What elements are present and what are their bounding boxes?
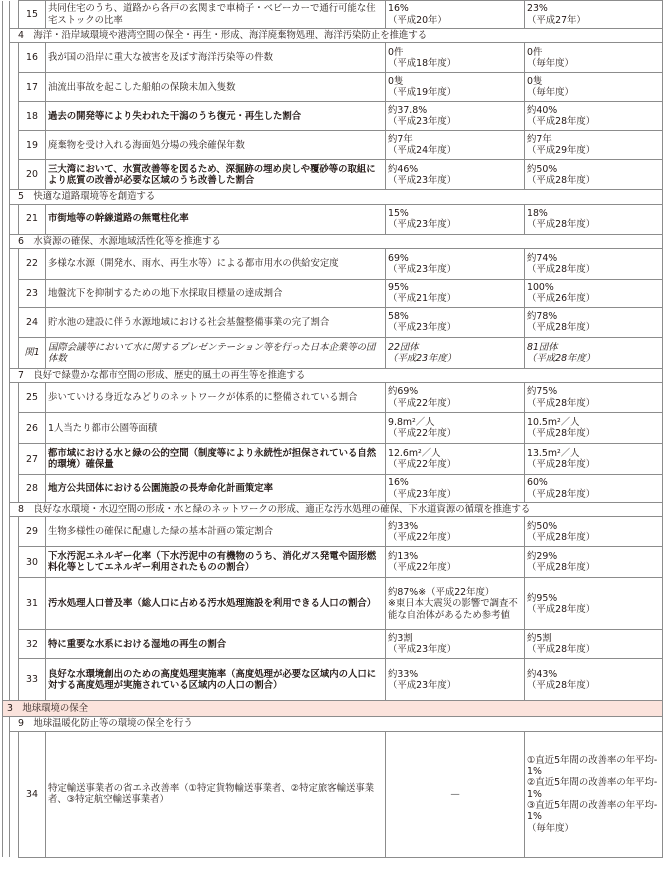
target-line: ③直近5年間の改善率の年平均-1% [527,799,658,823]
baseline-value [386,517,525,547]
category-cell: 9 地球温暖化防止等の環境の保全を行う [10,717,663,731]
target-line: ②直近5年間の改善率の年平均-1% [527,777,658,800]
indicator-text: 特定輸送事業者の省エネ改善率（①特定貨物輸送事業者、②特定旅客輸送事業者、③特定航空輸送事業者） [46,731,386,857]
target-line: （平成28年度） [527,219,596,231]
indicator-number: 28 [19,475,46,503]
table-row [3,73,663,102]
target-line: （平成28年度） [527,428,596,440]
indent-cell [3,29,10,43]
baseline-line: （平成23年度） [388,322,457,334]
baseline-line: 約33% [388,520,419,532]
target-value [525,578,663,630]
indicator-text: 我が国の沿岸に重大な被害を及ぼす海洋汚染等の件数 [46,43,386,73]
indent-cell [3,517,10,547]
target-value [525,204,663,234]
indent-cell [3,131,10,160]
target-value [525,102,663,131]
baseline-line: （平成23年度） [388,174,457,186]
target-value [525,131,663,160]
table-row [3,659,663,701]
baseline-value [386,444,525,475]
indicator-number: 17 [19,73,46,102]
target-value [525,659,663,701]
baseline-value [386,43,525,73]
target-line: 60% [527,477,548,489]
table-row [3,43,663,73]
table-row [3,383,663,413]
baseline-line: （平成22年度） [388,531,457,543]
baseline-line: （平成24年度） [388,145,457,157]
indicator-text: 下水汚泥エネルギー化率（下水汚泥中の有機物のうち、消化ガス発電や固形燃料化等としてエネルギー利用されたものの割合） [46,547,386,578]
category-cell: 5 快適な道路環境等を創造する [10,190,663,204]
baseline-value [386,475,525,503]
indicator-text: 地方公共団体における公園施設の長寿命化計画策定率 [46,475,386,503]
table-row [3,102,663,131]
table-row [3,413,663,444]
target-line: 約50% [527,163,558,175]
baseline-line: 約87%※（平成22年度） [388,587,495,599]
table-row [3,578,663,630]
indicator-text: 廃棄物を受け入れる海面処分場の残余確保年数 [46,131,386,160]
indent-cell [10,547,19,578]
indent-cell [10,383,19,413]
target-line: （平成27年） [527,14,586,26]
indicator-text: 地盤沈下を抑制するための地下水採取目標量の達成割合 [46,279,386,307]
target-value [525,307,663,337]
indent-cell [3,413,10,444]
target-value [525,517,663,547]
baseline-line: 95% [388,282,409,294]
indent-cell [3,547,10,578]
baseline-value [386,383,525,413]
target-value [525,337,663,368]
indicator-text: 過去の開発等により失われた干潟のうち復元・再生した割合 [46,102,386,131]
target-line: （平成28年度） [527,488,596,500]
target-line: （平成28年度） [527,531,596,543]
indent-cell [10,279,19,307]
indicator-number: 関1 [19,337,46,368]
baseline-line: （平成23年度） [388,352,457,364]
baseline-line: 約33% [388,668,419,680]
baseline-value [386,131,525,160]
baseline-line: 12.6m²／人 [388,447,441,459]
category-cell: 4 海洋・沿岸域環境や港湾空間の保全・再生・形成、海洋廃棄物処理、海洋汚染防止を推進する [10,29,663,43]
target-value [525,383,663,413]
indicator-text: 1人当たり都市公園等面積 [46,413,386,444]
indicator-text: 市街地等の幹線道路の無電柱化率 [46,204,386,234]
indicator-number: 18 [19,102,46,131]
target-line: 23% [527,3,548,15]
indent-cell [3,279,10,307]
target-value [525,413,663,444]
target-line: 13.5m²／人 [527,447,580,459]
target-line: 約95% [527,592,558,604]
baseline-value [386,160,525,190]
target-value [525,43,663,73]
target-line: （平成28年度） [527,603,596,615]
baseline-line: 約69% [388,386,419,398]
indent-cell [3,659,10,701]
baseline-line: （平成22年度） [388,562,457,574]
target-line: 0件 [527,46,543,58]
target-line: ①直近5年間の改善率の年平均-1% [527,754,658,778]
indicator-number: 19 [19,131,46,160]
indicator-text: 国際会議等において水に関するプレゼンテーション等を行った日本企業等の団体数 [46,337,386,368]
baseline-value [386,102,525,131]
indent-cell [3,248,10,279]
baseline-line: （平成23年度） [388,263,457,275]
table-row [3,368,663,382]
baseline-line: 約37.8% [388,105,428,116]
indent-cell [3,731,10,857]
baseline-line: （平成22年度） [388,428,457,440]
indent-cell [10,73,19,102]
category-cell: 7 良好で緑豊かな都市空間の形成、歴史的風土の再生等を推進する [10,368,663,382]
indicator-number: 20 [19,160,46,190]
target-value [525,160,663,190]
table-row [3,248,663,279]
target-line: （毎年度） [527,87,574,99]
target-value [525,1,663,29]
table-row [3,517,663,547]
indicator-number: 27 [19,444,46,475]
indent-cell [10,731,19,857]
target-line: 約75% [527,386,558,398]
baseline-line: （平成20年） [388,14,447,26]
baseline-line: 約3割 [388,633,413,645]
target-line: （平成28年度） [527,459,596,471]
indicator-text: 三大湾において、水質改善等を図るため、深掘跡の埋め戻しや覆砂等の取組により底質の改善が必要な区域のうち改善した割合 [46,160,386,190]
indicator-text: 歩いていける身近なみどりのネットワークが体系的に整備されている割合 [46,383,386,413]
indent-cell [10,160,19,190]
baseline-value [386,279,525,307]
indent-cell [3,337,10,368]
target-line: （平成28年度） [527,644,596,656]
table-row [3,279,663,307]
baseline-line: 15% [388,207,409,219]
baseline-line: （平成23年度） [388,488,457,500]
indent-cell [3,475,10,503]
baseline-value [386,1,525,29]
indent-cell [3,630,10,659]
indent-cell [3,43,10,73]
indent-cell [3,717,10,731]
indent-cell [3,368,10,382]
indicator-number: 32 [19,630,46,659]
indicator-text: 汚水処理人口普及率（総人口に占める汚水処理施設を利用できる人口の割合） [46,578,386,630]
baseline-line: 0件 [388,46,404,58]
target-line: （毎年度） [527,822,574,834]
indicator-number: 29 [19,517,46,547]
baseline-line: （平成23年度） [388,644,457,656]
indicator-number: 34 [19,731,46,857]
baseline-line: 22団体 [388,341,419,353]
category-cell: 8 良好な水環境・水辺空間の形成・水と緑のネットワークの形成、適正な汚水処理の確保、下水道資源の循環を推進する [10,503,663,517]
target-value [525,547,663,578]
indent-cell [10,307,19,337]
target-line: 約29% [527,551,558,563]
indent-cell [3,234,10,248]
indent-cell [10,131,19,160]
indent-cell [3,1,10,29]
baseline-value [386,337,525,368]
indent-cell [10,248,19,279]
indent-cell [10,413,19,444]
target-line: （平成28年度） [527,397,596,409]
table-row [3,547,663,578]
target-line: 約74% [527,252,558,264]
baseline-line: （平成23年度） [388,219,457,231]
indent-cell [10,630,19,659]
indicator-text: 生物多様性の確保に配慮した緑の基本計画の策定割合 [46,517,386,547]
indicator-number: 16 [19,43,46,73]
table-row [3,1,663,29]
target-line: 81団体 [527,341,558,353]
table-row [3,29,663,43]
top-category-cell: 3 地球環境の保全 [3,701,663,717]
baseline-value [386,413,525,444]
indicator-text: 特に重要な水系における湿地の再生の割合 [46,630,386,659]
target-line: （平成29年度） [527,145,596,157]
target-line: （平成28年度） [527,263,596,275]
baseline-line: （平成18年度） [388,57,457,69]
indicator-number: 30 [19,547,46,578]
target-value [525,731,663,857]
target-value [525,73,663,102]
indent-cell [3,578,10,630]
target-line: （平成28年度） [527,352,596,364]
baseline-line: （平成22年度） [388,459,457,471]
indicator-text: 油流出事故を起こした船舶の保険未加入隻数 [46,73,386,102]
baseline-line: ※東日本大震災の影響で調査不能な自治体があるため参考値 [388,598,518,621]
category-cell: 6 水資源の確保、水源地域活性化等を推進する [10,234,663,248]
baseline-value [386,73,525,102]
target-line: 約5割 [527,633,552,645]
baseline-line: （平成19年度） [388,87,457,99]
target-value [525,248,663,279]
target-line: （平成26年度） [527,293,596,305]
indicator-number: 15 [19,1,46,29]
table-row [3,234,663,248]
target-line: 約7年 [527,134,552,145]
indent-cell [3,190,10,204]
baseline-line: 69% [388,252,409,264]
indicator-number: 26 [19,413,46,444]
baseline-line: 0隻 [388,76,404,87]
baseline-value [386,307,525,337]
indicator-text: 良好な水環境創出のための高度処理実施率（高度処理が必要な区域内の人口に対する高度処理が実施されている区域内の人口の割合） [46,659,386,701]
indicator-number: 21 [19,204,46,234]
indicator-text: 貯水池の建設に伴う水源地域における社会基盤整備事業の完了割合 [46,307,386,337]
indent-cell [10,43,19,73]
baseline-line: （平成23年度） [388,679,457,691]
indent-cell [10,475,19,503]
indent-cell [3,383,10,413]
table-row [3,630,663,659]
table-row [3,701,663,717]
target-line: 100% [527,282,554,294]
indicator-text: 都市域における水と緑の公的空間（制度等により永続性が担保されている自然的環境）確保量 [46,444,386,475]
baseline-line: 16% [388,3,409,15]
indicator-text: 多様な水源（開発水、雨水、再生水等）による都市用水の供給安定度 [46,248,386,279]
indent-cell [10,659,19,701]
indicator-number: 24 [19,307,46,337]
target-line: 0隻 [527,76,543,87]
indent-cell [10,444,19,475]
indicator-number: 25 [19,383,46,413]
indicator-number: 22 [19,248,46,279]
table-row [3,731,663,857]
baseline-value [386,731,525,857]
baseline-line: （平成23年度） [388,116,457,128]
table-row [3,717,663,731]
target-line: （平成28年度） [527,116,596,128]
baseline-line: 約13% [388,551,419,563]
table-row [3,160,663,190]
table-row [3,444,663,475]
indent-cell [10,337,19,368]
baseline-line: 約7年 [388,134,413,145]
target-line: 18% [527,207,548,219]
indent-cell [10,578,19,630]
indent-cell [3,503,10,517]
baseline-line: 16% [388,477,409,489]
indicator-text: 共同住宅のうち、道路から各戸の玄関まで車椅子・ベビーカーで通行可能な住宅ストックの比率 [46,1,386,29]
baseline-line: （平成22年度） [388,397,457,409]
target-line: 約78% [527,311,558,323]
baseline-value [386,204,525,234]
indicator-number: 23 [19,279,46,307]
target-value [525,630,663,659]
target-value [525,279,663,307]
baseline-line: 9.8m²／人 [388,416,435,428]
target-line: （平成28年度） [527,322,596,334]
indent-cell [3,102,10,131]
table-row [3,131,663,160]
indent-cell [10,102,19,131]
baseline-line: — [450,788,460,800]
baseline-value [386,659,525,701]
table-row [3,475,663,503]
table-row [3,337,663,368]
indicator-number: 31 [19,578,46,630]
indent-cell [10,204,19,234]
target-line: 10.5m²／人 [527,416,580,428]
target-value [525,444,663,475]
indent-cell [10,1,19,29]
performance-indicator-table [2,0,663,858]
indent-cell [10,517,19,547]
indent-cell [3,204,10,234]
target-value [525,475,663,503]
baseline-line: 約46% [388,163,419,175]
table-body [3,1,663,858]
table-row [3,503,663,517]
target-line: （毎年度） [527,57,574,69]
table-row [3,190,663,204]
indent-cell [3,73,10,102]
indicator-number: 33 [19,659,46,701]
indent-cell [3,444,10,475]
target-line: （平成28年度） [527,174,596,186]
indent-cell [3,160,10,190]
table-row [3,307,663,337]
table-row [3,204,663,234]
baseline-value [386,547,525,578]
baseline-value [386,578,525,630]
target-line: （平成28年度） [527,679,596,691]
target-line: 約50% [527,520,558,532]
target-line: 約43% [527,668,558,680]
target-line: （平成28年度） [527,562,596,574]
target-line: 約40% [527,105,558,116]
baseline-value [386,630,525,659]
baseline-value [386,248,525,279]
baseline-line: 58% [388,311,409,323]
indent-cell [3,307,10,337]
baseline-line: （平成21年度） [388,293,457,305]
